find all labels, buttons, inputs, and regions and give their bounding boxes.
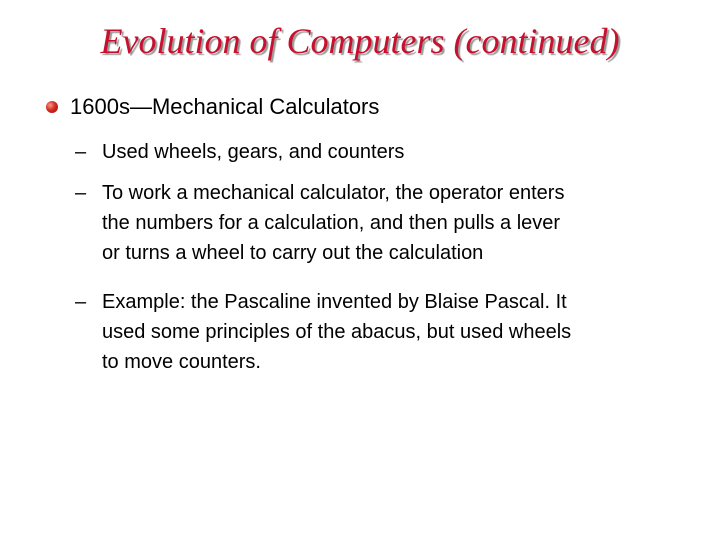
sub-bullet-line: Example: the Pascaline invented by Blaise Pascal. It (102, 291, 567, 313)
sub-bullet-line: or turns a wheel to carry out the calculation (102, 242, 484, 264)
dash-marker: – (75, 291, 87, 313)
main-bullet-text: 1600s—Mechanical Calculators (70, 94, 380, 119)
sub-bullet-pascaline (75, 287, 685, 377)
sub-bullet-line: Used wheels, gears, and counters (102, 141, 405, 163)
sub-bullet-wheels (75, 137, 685, 167)
sub-bullet-line: to move counters. (102, 351, 261, 373)
sub-bullet-operation (75, 178, 685, 268)
sub-bullet-line: To work a mechanical calculator, the operator enters (102, 182, 565, 204)
sub-bullet-line: used some principles of the abacus, but used wheels (102, 321, 572, 343)
slide-title: Evolution of Computers (continued) (100, 21, 620, 61)
dash-marker: – (75, 182, 87, 204)
dash-marker: – (75, 141, 87, 163)
sub-bullet-line: the numbers for a calculation, and then pulls a lever (102, 212, 561, 234)
red-sphere-bullet-icon (46, 101, 58, 113)
